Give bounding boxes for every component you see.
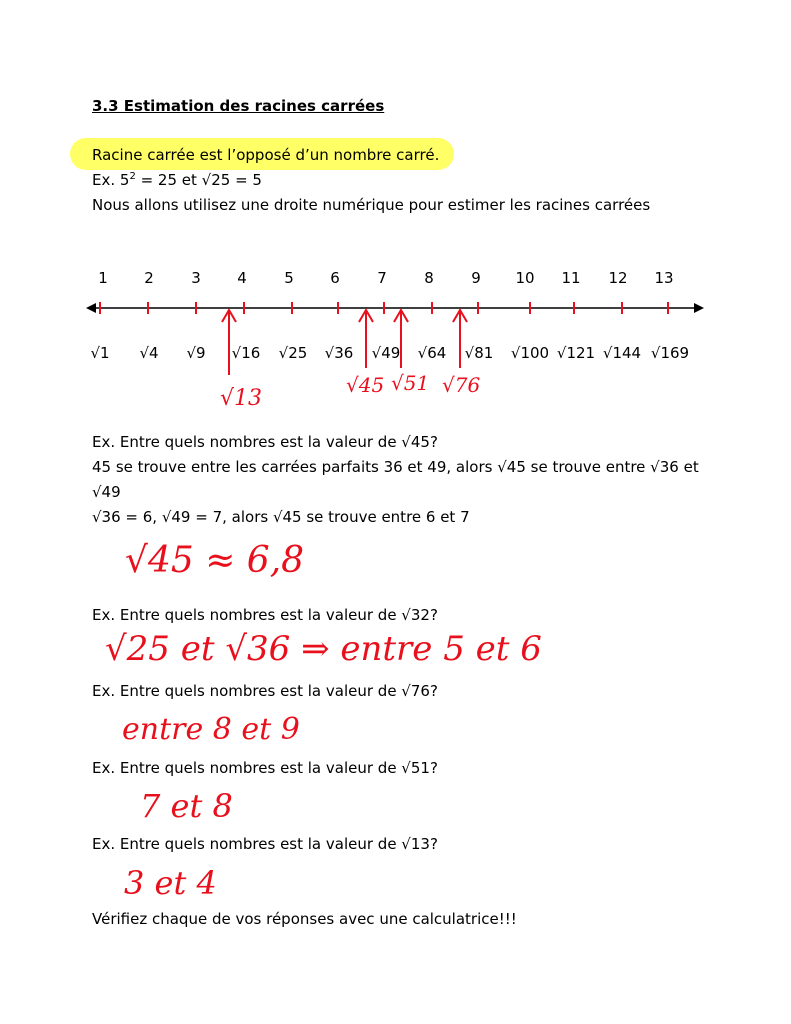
number-labels <box>98 269 673 287</box>
arrow-sqrt13 <box>222 310 236 375</box>
number-label-6: 6 <box>330 269 340 287</box>
example-exponent: 2 <box>129 171 136 182</box>
example1-handwritten-answer: √45 ≈ 6,8 <box>125 540 305 581</box>
example1-explanation-2: √49 <box>92 483 121 501</box>
number-label-3: 3 <box>191 269 201 287</box>
number-label-8: 8 <box>424 269 434 287</box>
example2-handwritten-answer: √25 et √36 ⇒ entre 5 et 6 <box>105 629 542 669</box>
example-prefix: Ex. 5 <box>92 171 130 189</box>
example1-question: Ex. Entre quels nombres est la valeur de √45? <box>92 433 438 451</box>
closing-text: Vérifiez chaque de vos réponses avec une calculatrice!!! <box>92 910 517 928</box>
example4-handwritten-answer: 7 et 8 <box>140 787 233 825</box>
root-label-10: √100 <box>510 344 550 362</box>
root-label-3: √9 <box>186 344 206 362</box>
example4-question: Ex. Entre quels nombres est la valeur de √51? <box>92 759 438 777</box>
root-label-7: √49 <box>371 344 401 362</box>
root-label-9: √81 <box>464 344 494 362</box>
root-labels <box>90 344 689 362</box>
number-label-13: 13 <box>654 269 674 287</box>
example3-question: Ex. Entre quels nombres est la valeur de √76? <box>92 682 438 700</box>
number-label-11: 11 <box>561 269 581 287</box>
number-line <box>0 0 791 420</box>
root-label-1: √1 <box>90 344 110 362</box>
number-label-2: 2 <box>144 269 154 287</box>
mark-sqrt76: √76 <box>442 373 481 397</box>
example1-explanation-1: 45 se trouve entre les carrées parfaits 36 et 49, alors √45 se trouve entre √36 et <box>92 458 699 476</box>
root-label-6: √36 <box>324 344 354 362</box>
root-label-8: √64 <box>417 344 447 362</box>
mark-sqrt51: √51 <box>391 371 430 395</box>
number-label-10: 10 <box>515 269 535 287</box>
root-label-11: √121 <box>556 344 596 362</box>
number-label-12: 12 <box>608 269 628 287</box>
example5-handwritten-answer: 3 et 4 <box>124 864 217 902</box>
example1-explanation-3: √36 = 6, √49 = 7, alors √45 se trouve entre 6 et 7 <box>92 508 470 526</box>
root-label-5: √25 <box>278 344 308 362</box>
number-label-5: 5 <box>284 269 294 287</box>
root-label-4: √16 <box>231 344 261 362</box>
root-label-2: √4 <box>139 344 159 362</box>
root-label-13: √169 <box>650 344 690 362</box>
axis-left-arrow <box>86 303 96 313</box>
mark-sqrt45: √45 <box>346 373 385 397</box>
example-suffix: = 25 et √25 = 5 <box>135 171 262 189</box>
mark-sqrt13: √13 <box>220 386 263 411</box>
example3-handwritten-answer: entre 8 et 9 <box>122 712 300 747</box>
number-label-9: 9 <box>471 269 481 287</box>
number-label-4: 4 <box>237 269 247 287</box>
intro-text: Nous allons utilisez une droite numérique pour estimer les racines carrées <box>92 196 651 214</box>
number-label-7: 7 <box>377 269 387 287</box>
example5-question: Ex. Entre quels nombres est la valeur de √13? <box>92 835 438 853</box>
example2-question: Ex. Entre quels nombres est la valeur de √32? <box>92 606 438 624</box>
definition-text: Racine carrée est l’opposé d’un nombre carré. <box>92 146 440 164</box>
page-title: 3.3 Estimation des racines carrées <box>92 97 385 115</box>
axis-right-arrow <box>694 303 704 313</box>
number-label-1: 1 <box>98 269 108 287</box>
root-label-12: √144 <box>602 344 642 362</box>
